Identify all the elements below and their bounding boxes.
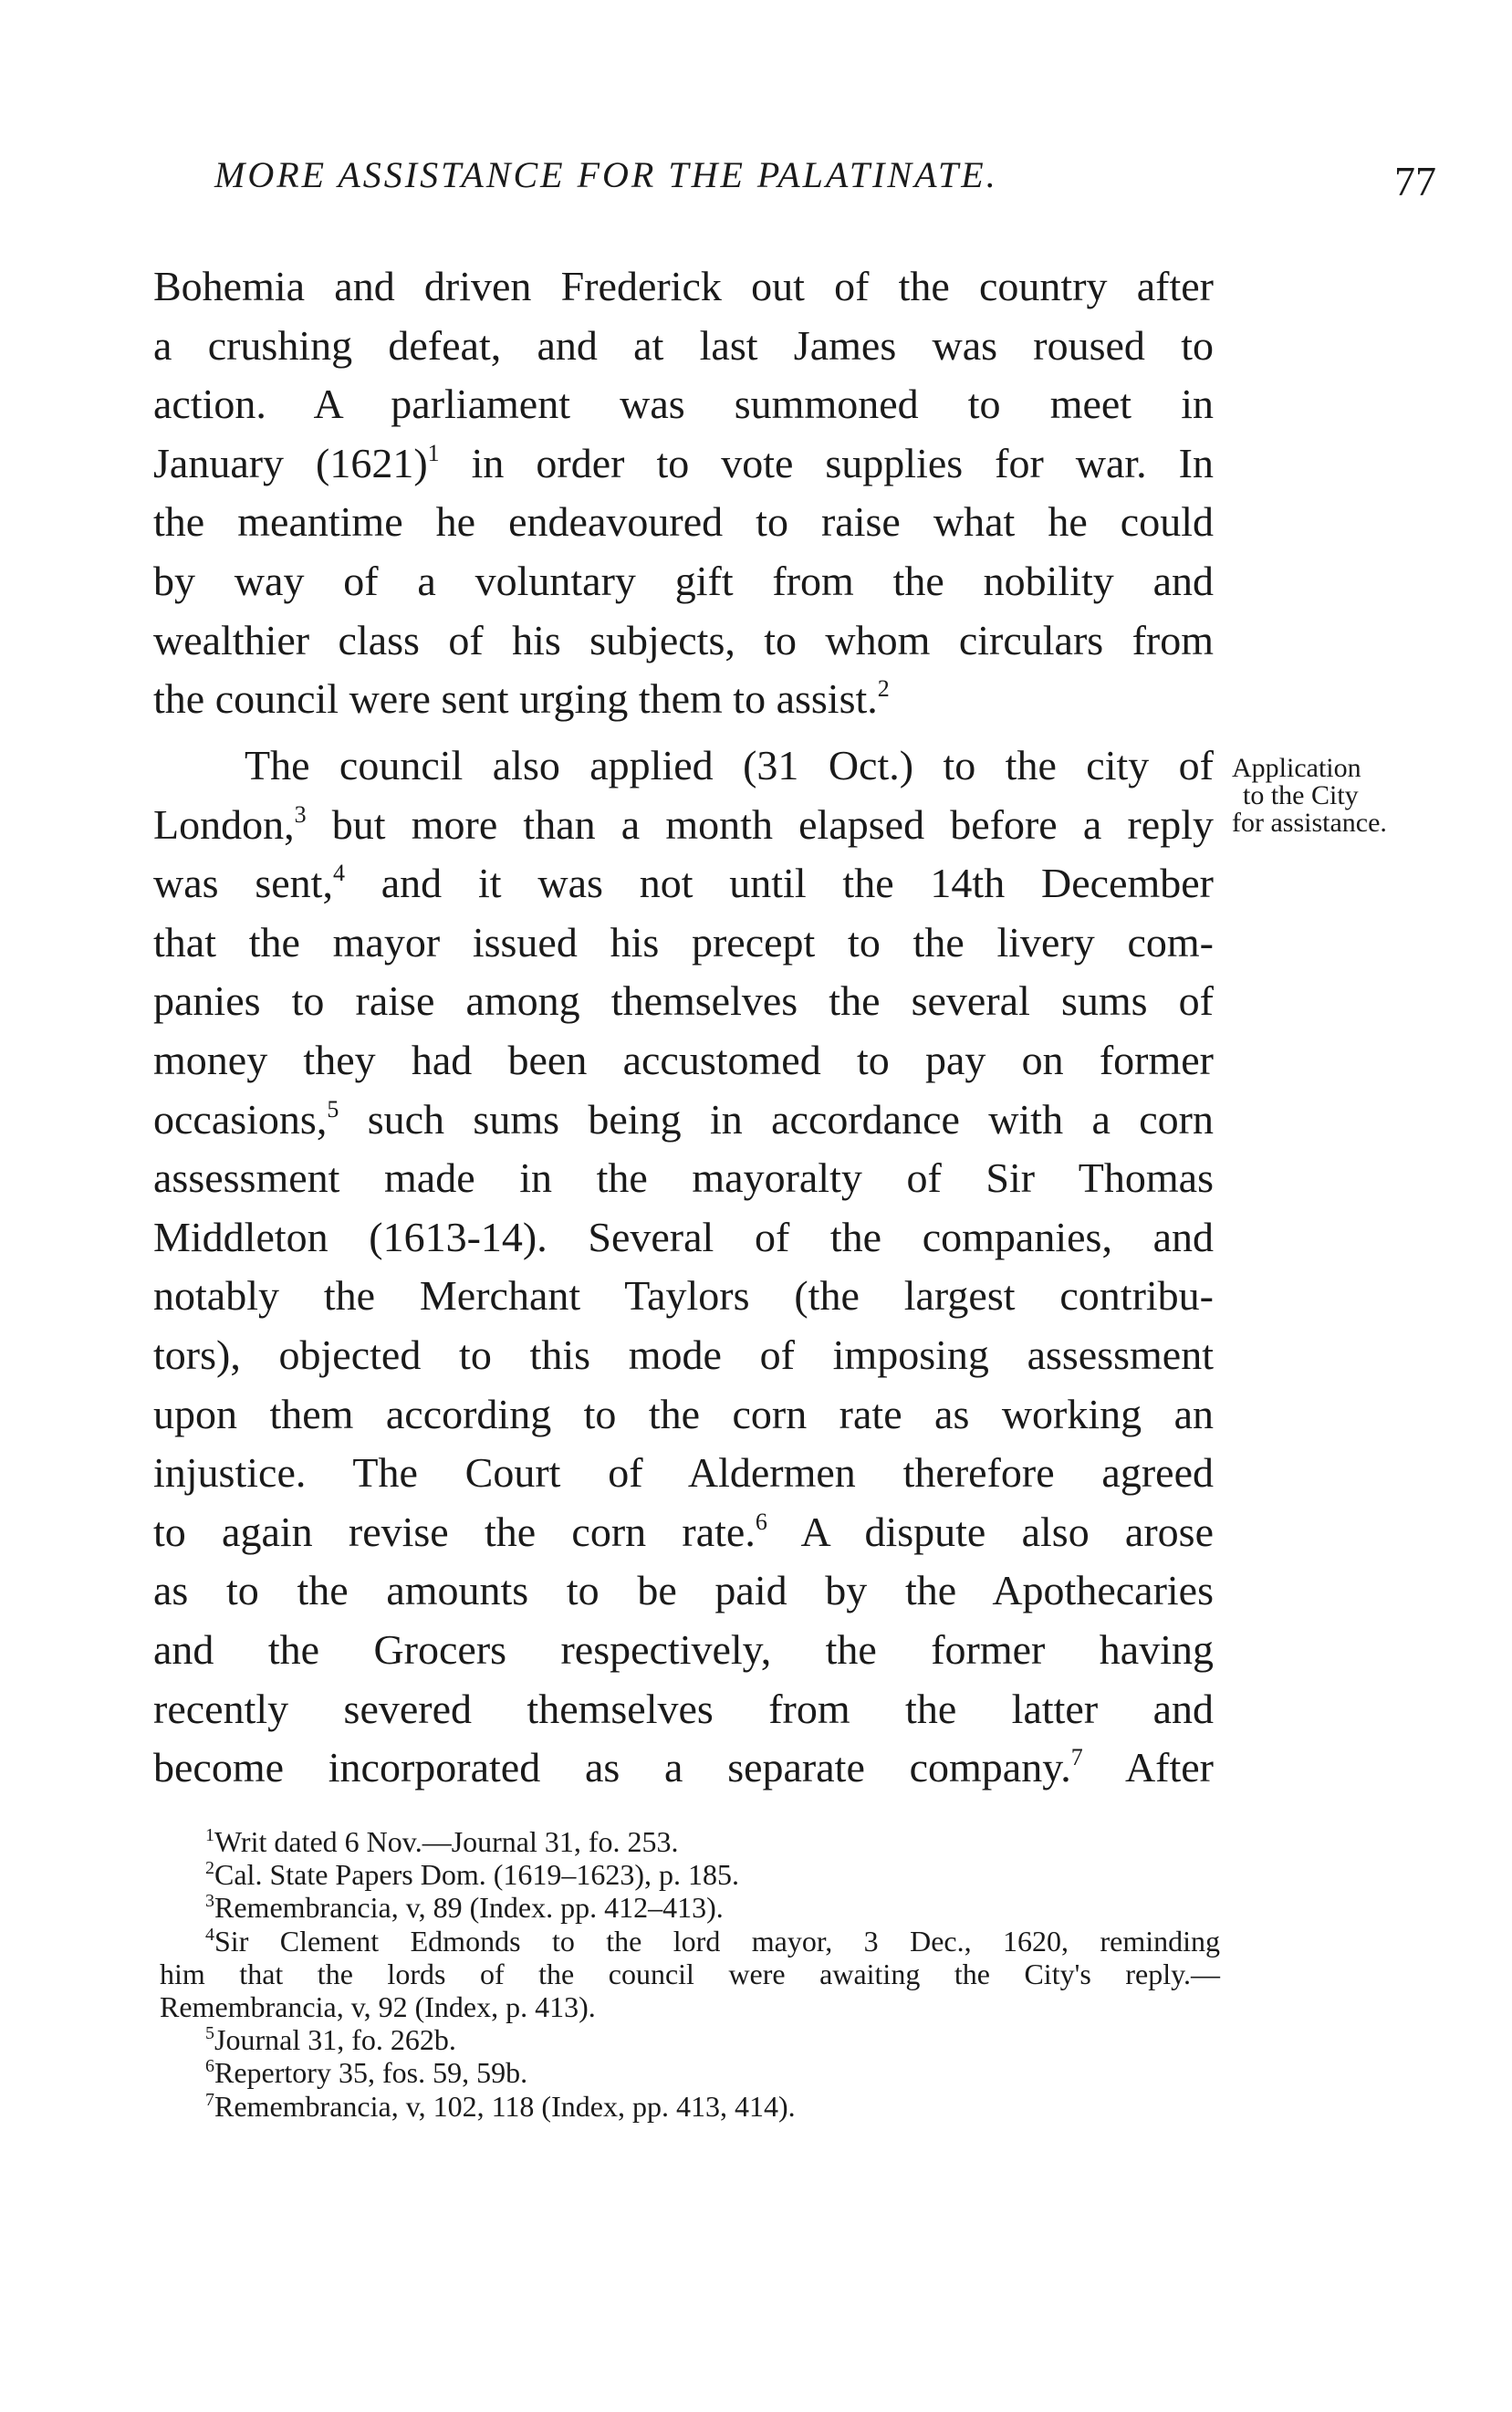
footnote-mark: 5: [205, 2023, 214, 2044]
footnote-ref: 6: [755, 1508, 767, 1535]
footnote-ref: 2: [877, 675, 890, 703]
text-run: but more than a month elapsed before a reply: [306, 800, 1214, 848]
footnote-5: [160, 2023, 1220, 2056]
text-run: London,: [153, 800, 295, 848]
footnote-text: Cal. State Papers Dom. (1619–1623), p. 185.: [214, 1858, 740, 1892]
text-line: recently severed themselves from the latter and: [153, 1685, 1214, 1732]
text-line: assessment made in the mayoralty of Sir Thomas: [153, 1154, 1214, 1202]
footnote-3: [160, 1891, 1220, 1924]
text-run: was sent,: [153, 860, 333, 907]
footnote-text: Journal 31, fo. 262b.: [214, 2023, 456, 2057]
text-line: the meantime he endeavoured to raise what he could: [153, 498, 1214, 546]
text-line: [153, 670, 1214, 729]
footnote-text: Remembrancia, v, 89 (Index. pp. 412–413).: [214, 1891, 724, 1925]
footnote-text: Repertory 35, fos. 59, 59b.: [214, 2056, 528, 2090]
text-line: wealthier class of his subjects, to whom circulars from: [153, 616, 1214, 663]
footnote-ref: 3: [294, 800, 307, 828]
running-head: MORE ASSISTANCE FOR THE PALATINATE.: [214, 154, 998, 195]
footnote-mark: 1: [205, 1825, 214, 1845]
text-run: the council were sent urging them to assist.: [153, 675, 878, 723]
text-run: occasions,: [153, 1095, 328, 1143]
text-line: The council also applied (31 Oct.) to the city of: [245, 742, 1214, 788]
footnotes: [160, 1825, 1220, 2123]
text-run: become incorporated as a separate company.: [153, 1744, 1071, 1791]
footnote-text: Sir Clement Edmonds to the lord mayor, 3 Dec., 1620, reminding: [214, 1924, 1220, 1958]
footnote-mark: 3: [205, 1891, 214, 1912]
footnote-text: Remembrancia, v, 102, 118 (Index, pp. 413, 414).: [214, 2089, 796, 2123]
footnote-ref: 7: [1070, 1744, 1083, 1771]
text-line: upon them according to the corn rate as working an: [153, 1390, 1214, 1437]
text-line: Bohemia and driven Frederick out of the country after: [153, 263, 1214, 309]
footnote-2: [160, 1858, 1220, 1891]
text-line: [153, 796, 1214, 855]
text-line: [153, 1091, 1214, 1150]
marginal-line: to the City: [1243, 780, 1359, 810]
text-line: that the mayor issued his precept to the livery com-: [153, 918, 1214, 966]
footnote-4-cont: him that the lords of the council were awaiting the City's reply.—: [160, 1957, 1220, 1990]
footnote-mark: 7: [205, 2089, 214, 2110]
text-run: A dispute also arose: [766, 1508, 1214, 1555]
text-line: [153, 854, 1214, 914]
footnote-1: [160, 1825, 1220, 1858]
text-line: as to the amounts to be paid by the Apothecaries: [153, 1567, 1214, 1614]
text-line: by way of a voluntary gift from the nobility and: [153, 557, 1214, 604]
marginal-note: [1232, 755, 1455, 837]
text-run: to again revise the corn rate.: [153, 1508, 756, 1555]
text-line: notably the Merchant Taylors (the largest contribu-: [153, 1272, 1214, 1320]
text-line: [153, 1503, 1214, 1562]
footnote-ref: 4: [332, 860, 345, 887]
text-line: a crushing defeat, and at last James was roused to: [153, 321, 1214, 369]
footnote-4-cont: Remembrancia, v, 92 (Index, p. 413).: [160, 1990, 596, 2024]
footnote-6: [160, 2056, 1220, 2089]
footnote-ref: 5: [327, 1095, 339, 1122]
footnote-4: [160, 1925, 1220, 1958]
text-run: January (1621): [153, 439, 428, 486]
footnote-ref: 1: [427, 439, 440, 466]
paragraph-1: [153, 257, 1214, 729]
text-line: Middleton (1613-14). Several of the companies, and: [153, 1213, 1214, 1260]
text-line: money they had been accustomed to pay on former: [153, 1036, 1214, 1083]
text-line: action. A parliament was summoned to meet in: [153, 381, 1214, 428]
footnote-text: Writ dated 6 Nov.—Journal 31, fo. 253.: [214, 1825, 679, 1858]
text-line: panies to raise among themselves the several sums of: [153, 977, 1214, 1025]
text-run: and it was not until the 14th December: [344, 860, 1214, 907]
marginal-line: for assistance.: [1232, 808, 1387, 838]
page-number: 77: [1394, 158, 1436, 204]
footnote-7: [160, 2090, 1220, 2123]
footnote-mark: 6: [205, 2056, 214, 2077]
text-run: in order to vote supplies for war. In: [439, 439, 1214, 486]
text-line: injustice. The Court of Aldermen therefore agreed: [153, 1449, 1214, 1497]
text-run: After: [1082, 1744, 1214, 1791]
text-line: tors), objected to this mode of imposing assessment: [153, 1331, 1214, 1378]
text-line: and the Grocers respectively, the former having: [153, 1625, 1214, 1673]
text-run: such sums being in accordance with a corn: [339, 1095, 1214, 1143]
paragraph-2: [153, 736, 1214, 1798]
text-line: [153, 1739, 1214, 1798]
marginal-line: Application: [1232, 753, 1361, 783]
text-line: [153, 434, 1214, 494]
footnote-mark: 2: [205, 1858, 214, 1879]
footnote-mark: 4: [205, 1924, 214, 1945]
